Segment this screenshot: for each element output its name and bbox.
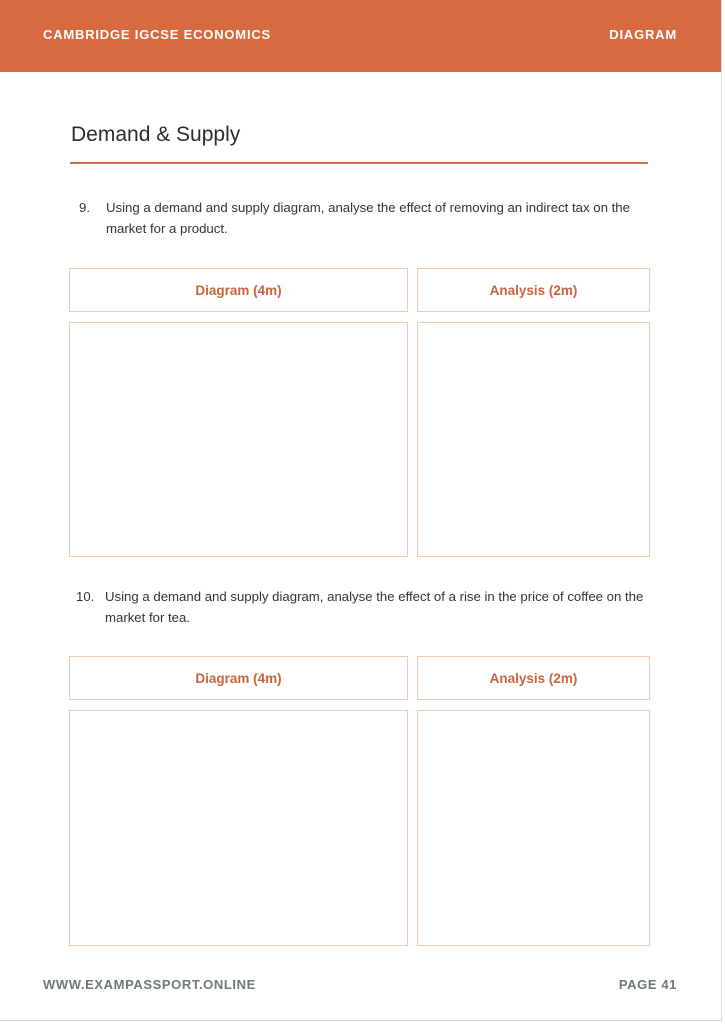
analysis-header-box: [417, 268, 650, 312]
title-divider: [70, 162, 648, 164]
diagram-answer-box[interactable]: [69, 710, 408, 946]
page-title: Demand & Supply: [71, 123, 241, 146]
diagram-label: Diagram (4m): [195, 670, 282, 686]
question-text: Using a demand and supply diagram, analyse the effect of a rise in the price of coffee on the market for tea.: [105, 589, 644, 625]
diagram-answer-box[interactable]: [69, 322, 408, 557]
diagram-header-box: [69, 656, 408, 700]
question-number: 9.: [79, 200, 90, 215]
analysis-header-box: [417, 656, 650, 700]
website-link[interactable]: WWW.EXAMPASSPORT.ONLINE: [43, 977, 256, 992]
analysis-answer-box[interactable]: [417, 322, 650, 557]
course-title: CAMBRIDGE IGCSE ECONOMICS: [43, 27, 272, 42]
diagram-label: Diagram (4m): [195, 282, 282, 298]
page-number: PAGE 41: [618, 977, 677, 992]
question-text: Using a demand and supply diagram, analyse the effect of removing an indirect tax on the market for a product.: [106, 200, 630, 236]
analysis-answer-box[interactable]: [417, 710, 650, 946]
analysis-label: Analysis (2m): [489, 670, 578, 686]
section-label: DIAGRAM: [609, 27, 677, 42]
diagram-header-box: [69, 268, 408, 312]
question-number: 10.: [76, 589, 95, 604]
analysis-label: Analysis (2m): [489, 282, 578, 298]
page-header: [0, 0, 721, 72]
question-10: [76, 586, 656, 628]
question-9: [79, 197, 659, 239]
